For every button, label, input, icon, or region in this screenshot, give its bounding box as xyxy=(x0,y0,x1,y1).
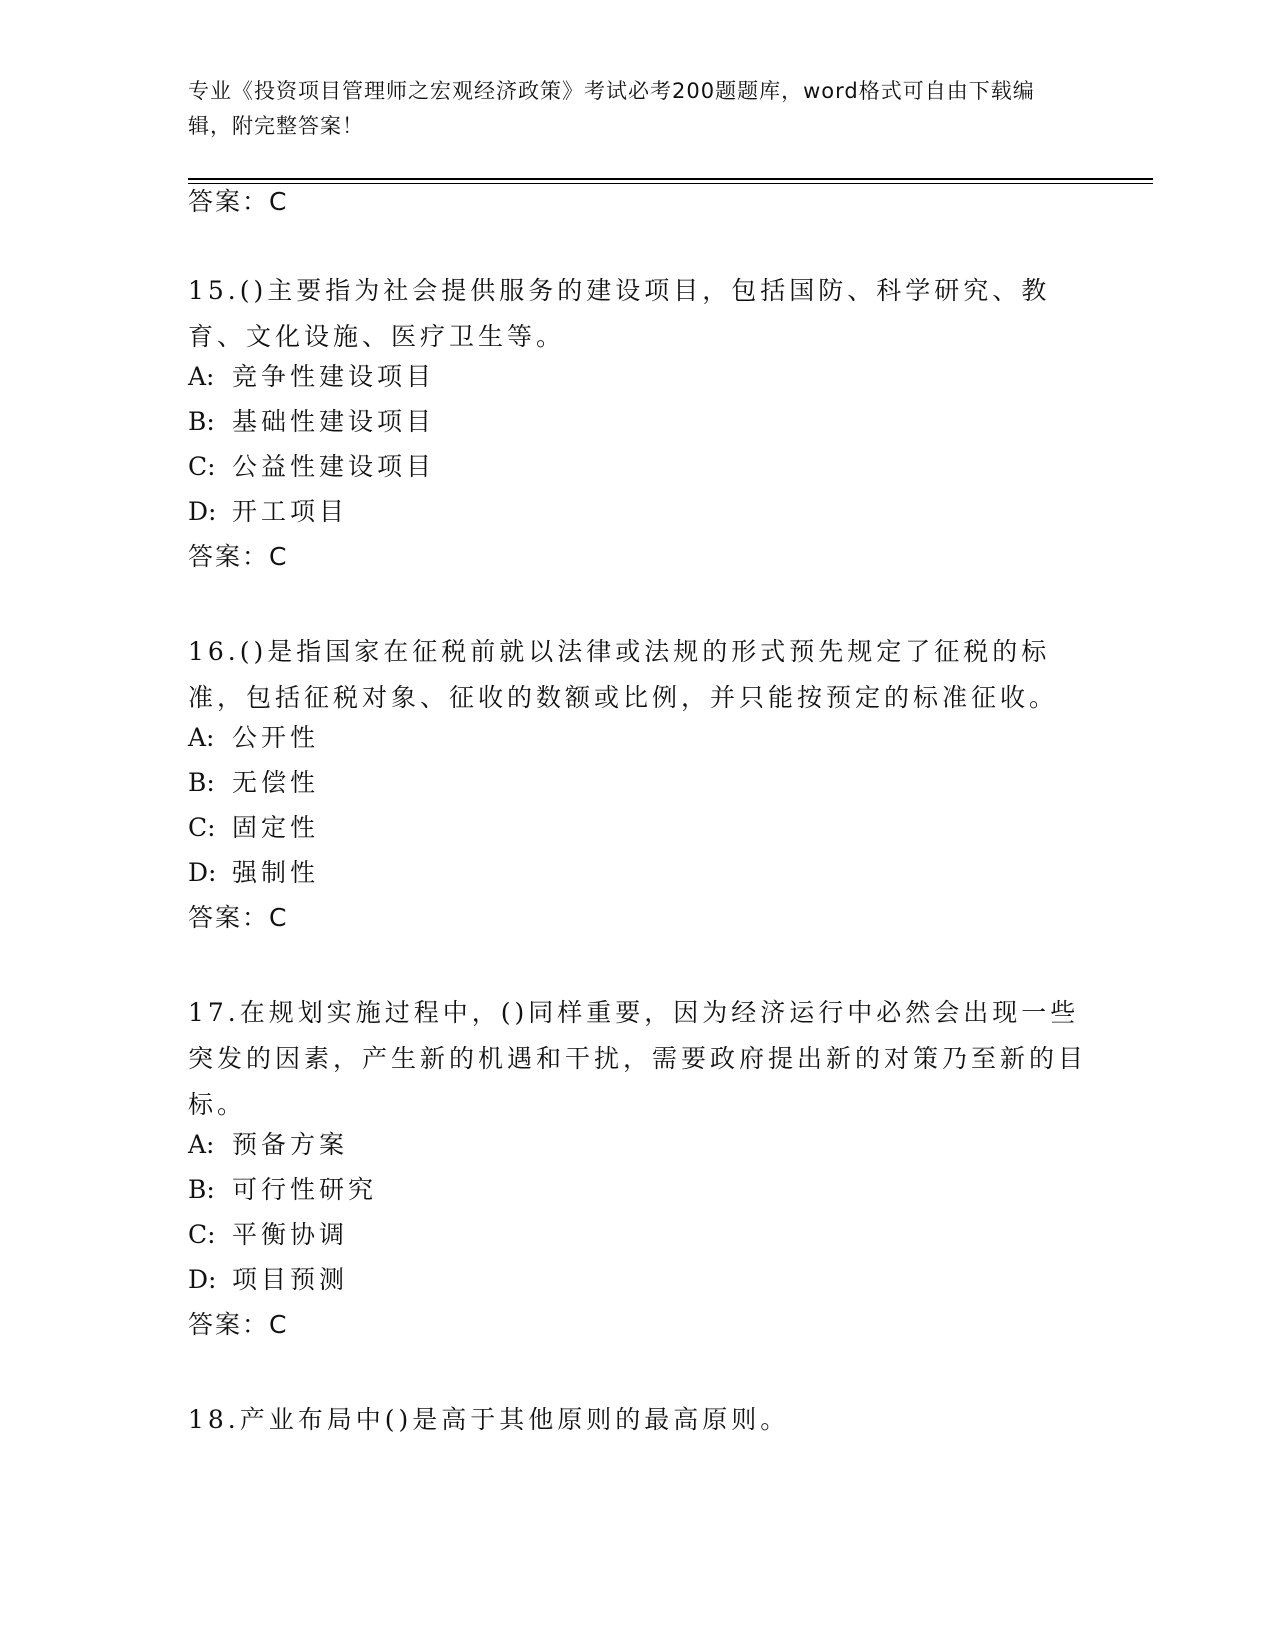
option-text: 预备方案 xyxy=(232,1130,349,1159)
question-15-answer: 答案：C xyxy=(188,542,289,571)
option-text: 固定性 xyxy=(232,813,320,842)
option-key: B: xyxy=(188,768,215,797)
question-16-option-b xyxy=(188,768,319,798)
question-16-option-d xyxy=(188,858,319,888)
question-17-stem: 17.在规划实施过程中，()同样重要，因为经济运行中必然会出现一些突发的因素，产生新的机遇和干扰，需要政府提出新的对策乃至新的目标。 xyxy=(188,998,1088,1119)
option-key: D: xyxy=(188,497,217,526)
option-text: 基础性建设项目 xyxy=(232,407,436,436)
question-16-answer: 答案：C xyxy=(188,903,289,932)
option-key: D: xyxy=(188,1265,217,1294)
question-15-option-b xyxy=(188,407,435,437)
question-15-stem: 15.()主要指为社会提供服务的建设项目，包括国防、科学研究、教育、文化设施、医疗卫生等。 xyxy=(188,276,1051,351)
option-key: A: xyxy=(188,1130,215,1159)
question-16-stem: 16.()是指国家在征税前就以法律或法规的形式预先规定了征税的标准，包括征税对象、征收的数额或比例，并只能按预定的标准征收。 xyxy=(188,637,1059,712)
option-text: 强制性 xyxy=(232,858,320,887)
question-16-option-c xyxy=(188,813,319,843)
option-text: 平衡协调 xyxy=(232,1220,349,1249)
option-key: B: xyxy=(188,1175,215,1204)
option-key: D: xyxy=(188,858,217,887)
option-text: 项目预测 xyxy=(232,1265,349,1294)
option-key: C: xyxy=(188,813,216,842)
document-header: 专业《投资项目管理师之宏观经济政策》考试必考200题题库，word格式可自由下载编辑，附完整答案！ xyxy=(188,79,1035,138)
question-17-option-d xyxy=(188,1265,348,1295)
option-text: 公益性建设项目 xyxy=(232,452,436,481)
question-17-option-c xyxy=(188,1220,348,1250)
option-key: C: xyxy=(188,452,216,481)
question-16-option-a xyxy=(188,723,319,753)
question-18-stem: 18.产业布局中()是高于其他原则的最高原则。 xyxy=(188,1405,790,1434)
question-15-option-d xyxy=(188,497,348,527)
answer-14: 答案：C xyxy=(188,187,289,216)
option-text: 公开性 xyxy=(232,723,320,752)
question-17-option-a xyxy=(188,1130,348,1160)
option-key: B: xyxy=(188,407,215,436)
option-text: 无偿性 xyxy=(232,768,320,797)
option-text: 开工项目 xyxy=(232,497,349,526)
question-17-answer: 答案：C xyxy=(188,1310,289,1339)
option-text: 竞争性建设项目 xyxy=(232,362,436,391)
question-15-option-a xyxy=(188,362,435,392)
option-key: A: xyxy=(188,723,215,752)
option-text: 可行性研究 xyxy=(232,1175,378,1204)
header-divider xyxy=(188,178,1153,180)
header-divider-thin xyxy=(188,183,1153,184)
option-key: A: xyxy=(188,362,215,391)
option-key: C: xyxy=(188,1220,216,1249)
question-17-option-b xyxy=(188,1175,377,1205)
question-15-option-c xyxy=(188,452,435,482)
